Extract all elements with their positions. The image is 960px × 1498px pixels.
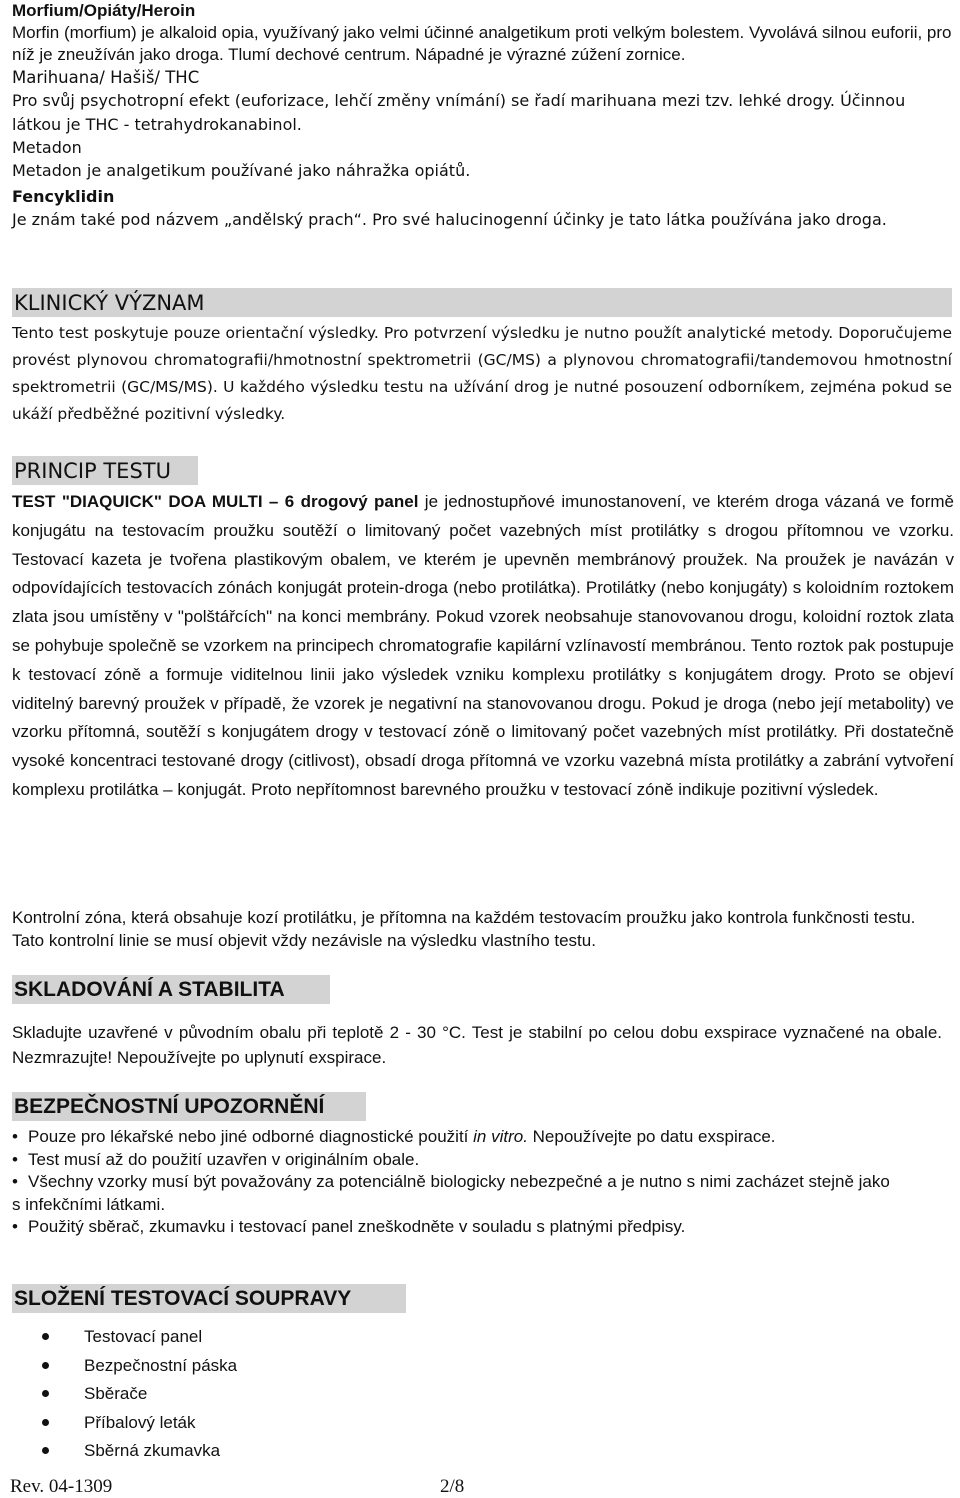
list-item-continuation: s infekčními látkami.	[12, 1194, 166, 1214]
princip-heading: PRINCIP TESTU	[12, 456, 198, 485]
thc-text: Pro svůj psychotropní efekt (euforizace, lehčí změny vnímání) se řadí marihuana mezi tzv. lehké drogy. Účinnou látkou je THC - tetrahydrokanabinol.	[12, 91, 906, 134]
bezpecnost-heading: BEZPEČNOSTNÍ UPOZORNĚNÍ	[12, 1092, 366, 1121]
control-zone-text: Kontrolní zóna, která obsahuje kozí protilátku, je přítomna na každém testovacím proužku jako kontrola funkčnosti testu. Tato kontrolní linie se musí objevit vždy nezávisle na výsledku vlastního testu.	[12, 908, 916, 950]
bullet-icon: •	[12, 1127, 18, 1146]
klinicky-heading: KLINICKÝ VÝZNAM	[12, 288, 952, 317]
list-item: • Pouze pro lékařské nebo jiné odborné diagnostické použití in vitro. Nepoužívejte po datu exspirace.	[12, 1126, 954, 1149]
section-slozeni	[12, 1284, 954, 1466]
fencyklidin-text: Je znám také pod názvem „andělský prach“. Pro své halucinogenní účinky je tato látka používána jako droga.	[12, 210, 887, 229]
list-item: Příbalový leták	[12, 1409, 954, 1438]
bullet-icon: •	[12, 1217, 18, 1236]
bullet-dot-icon	[42, 1447, 49, 1454]
section-bezpecnost	[12, 1092, 954, 1239]
list-item: • Použitý sběrač, zkumavku i testovací panel zneškodněte v souladu s platnými předpisy.	[12, 1216, 954, 1239]
revision-label: Rev. 04-1309	[10, 1476, 113, 1497]
skladovani-text: Skladujte uzavřené v původním obalu při teplotě 2 - 30 °C. Test je stabilní po celou dobu exspirace vyznačené na obale. Nezmrazujte! Nepoužívejte po uplynutí exspirace.	[12, 1023, 942, 1067]
metadon-title: Metadon	[12, 138, 82, 157]
list-item: Sběrače	[12, 1380, 954, 1409]
bullet-dot-icon	[42, 1390, 49, 1397]
slozeni-list	[12, 1323, 954, 1466]
morfium-title: Morfium/Opiáty/Heroin	[12, 1, 196, 20]
list-item: Sběrná zkumavka	[12, 1437, 954, 1466]
bezpecnost-list	[12, 1126, 954, 1239]
page-number: 2/8	[440, 1476, 465, 1497]
fencyklidin-title: Fencyklidin	[12, 187, 115, 206]
thc-title: Marihuana/ Hašiš/ THC	[12, 68, 200, 87]
bullet-dot-icon	[42, 1362, 49, 1369]
list-item: • Test musí až do použití uzavřen v originálním obale.	[12, 1149, 954, 1172]
bullet-icon: •	[12, 1172, 18, 1191]
section-princip	[12, 456, 954, 805]
princip-body: je jednostupňové imunostanovení, ve kterém droga vázaná ve formě konjugátu na testovacím proužku soutěží o limitovaný počet vazebných míst protilátky s drogou přítomnou ve vzorku. Testovací kazeta je tvořena plastikovým obalem, ve kterém je upevněn membránový proužek. Na proužek je navázán v odpovídajících testovacích zónách konjugát protein-droga (nebo protilátka). Protilátky (nebo konjugáty) s koloidním roztokem zlata jsou umístěny v "polštářcích" na konci membrány. Pokud vzorek neobsahuje stanovovanou drogu, koloidní roztok zlata se pohybuje společně se vzorkem na principech chromatografie kapilární vzlínavostí membránou. Tento roztok pak postupuje k testovací zóně a formuje viditelnou linii jako výsledek vzniku komplexu protilátky s konjugátem drogy. Proto se objeví viditelný barevný proužek v případě, že vzorek je negativní na stanovovanou drogu. Pokud je droga (nebo její metabolity) ve vzorku přítomná, soutěží s konjugátem drogy v testovací zóně o limitovaný počet vazebných míst protilátky. Při dostatečně vysoké koncentraci testované drogy (citlivost), obsadí droga přítomná ve vzorku vazebná místa protilátky a zabrání vytvoření komplexu protilátka – konjugát. Proto nepřítomnost barevného proužku v testovací zóně indikuje pozitivní výsledek.	[12, 492, 954, 799]
princip-lead: TEST "DIAQUICK" DOA MULTI – 6 drogový panel	[12, 492, 419, 511]
skladovani-heading: SKLADOVÁNÍ A STABILITA	[12, 975, 330, 1004]
section-klinicky	[12, 288, 952, 428]
morfium-text: Morfin (morfium) je alkaloid opia, využívaný jako velmi účinné analgetikum proti velkým bolestem. Vyvolává silnou euforii, pro níž je zneužíván jako droga. Tlumí dechové centrum. Nápadné je výrazné zúžení zornice.	[12, 23, 952, 64]
princip-text	[12, 488, 954, 805]
klinicky-text: Tento test poskytuje pouze orientační výsledky. Pro potvrzení výsledku je nutno použít analytické metody. Doporučujeme provést plynovou chromatografii/hmotnostní spektrometrii (GC/MS) a plynovou chromatografii/tandemovou hmotnostní spektrometrii (GC/MS/MS). U každého výsledku testu na užívání drog je nutné posouzení odborníkem, zejména pokud se ukáží předběžné pozitivní výsledky.	[12, 324, 952, 423]
bullet-dot-icon	[42, 1333, 49, 1340]
list-item: Testovací panel	[12, 1323, 954, 1352]
list-item: • Všechny vzorky musí být považovány za potenciálně biologicky nebezpečné a je nutno s nimi zacházet stejně jako	[12, 1171, 954, 1194]
section-skladovani	[12, 975, 954, 1070]
slozeni-heading: SLOŽENÍ TESTOVACÍ SOUPRAVY	[12, 1284, 406, 1313]
list-item: Bezpečnostní páska	[12, 1352, 954, 1381]
drug-list	[12, 0, 954, 231]
bullet-icon: •	[12, 1149, 18, 1169]
metadon-text: Metadon je analgetikum používané jako náhražka opiátů.	[12, 161, 471, 180]
bullet-dot-icon	[42, 1419, 49, 1426]
